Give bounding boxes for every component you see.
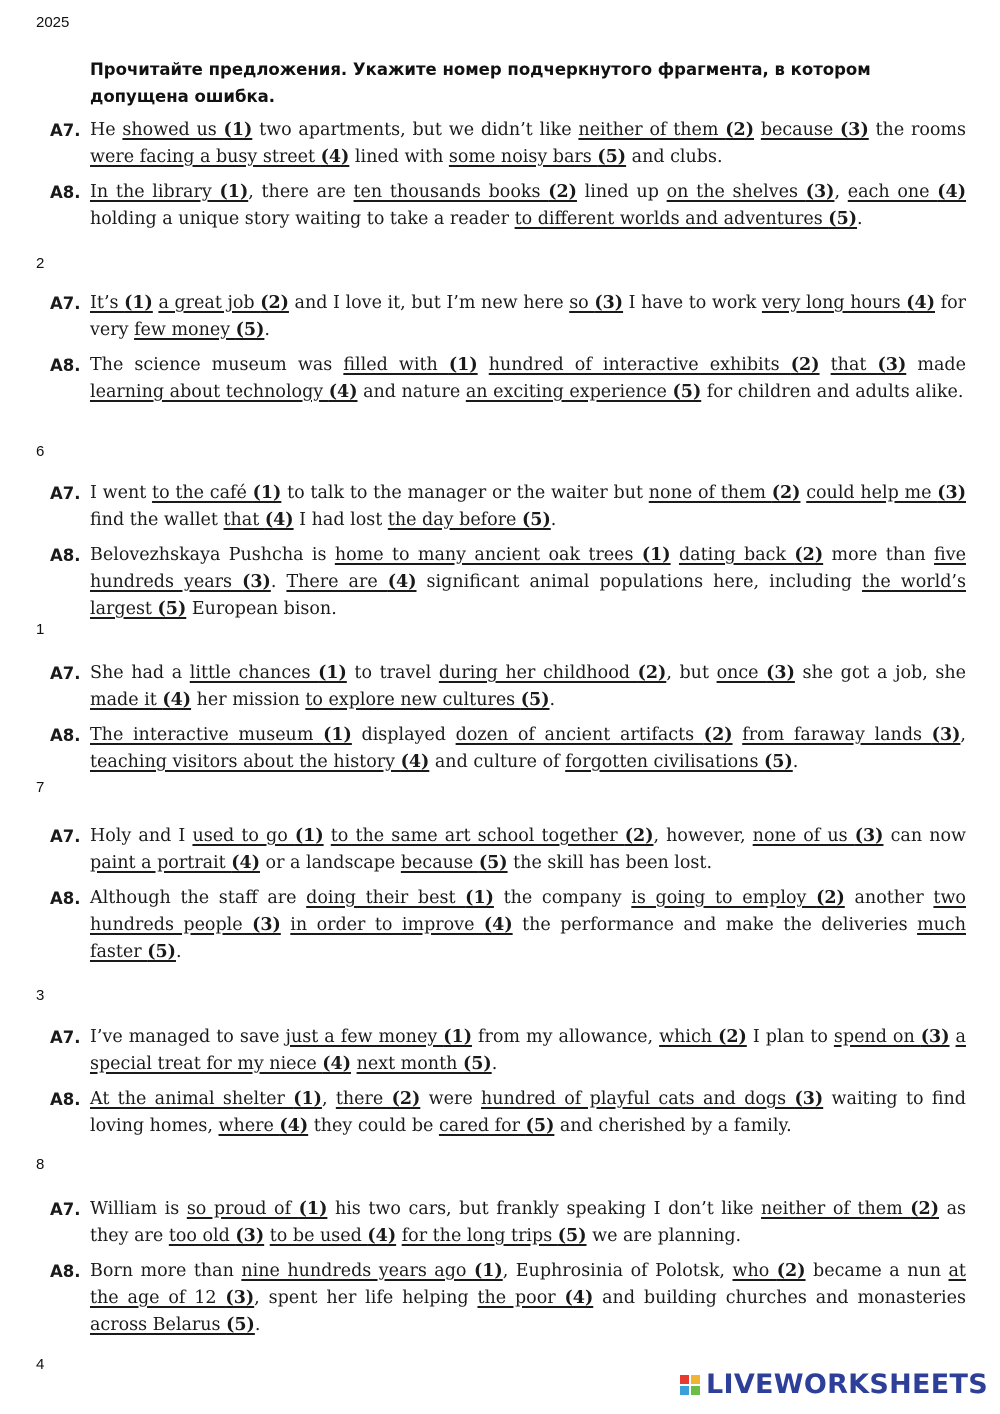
sentence-text: his two cars, but frankly speaking I don’t like: [327, 1199, 762, 1219]
underlined-fragment: dozen of ancient artifacts: [455, 725, 704, 745]
question-sentence: [90, 1258, 966, 1339]
fragment-number: (4): [231, 853, 260, 873]
sentence-text: more than: [823, 545, 935, 565]
fragment-number: (3): [854, 826, 884, 846]
fragment-number: (5): [226, 1315, 255, 1335]
underlined-fragment: who: [732, 1261, 777, 1281]
underlined-fragment: doing their best: [306, 888, 466, 908]
underlined-fragment: used to go: [192, 826, 295, 846]
underlined-fragment: neither of them: [578, 120, 726, 140]
underlined-fragment: The interactive museum: [90, 725, 324, 745]
logo-text: LIVEWORKSHEETS: [705, 1369, 988, 1400]
sentence-text: ,: [321, 1089, 336, 1109]
exercise-block: [50, 290, 966, 414]
question-sentence: [90, 823, 966, 877]
question-sentence: [90, 480, 966, 534]
sentence-text: and nature: [357, 382, 466, 402]
logo-square: [680, 1375, 689, 1384]
underlined-fragment: the day before: [387, 510, 522, 530]
underlined-fragment: were facing a busy street: [90, 147, 321, 167]
fragment-number: (5): [478, 853, 508, 873]
fragment-number: (1): [219, 182, 249, 202]
sentence-text: [754, 120, 761, 140]
question-label: A8.: [50, 726, 81, 745]
fragment-number: (4): [320, 147, 350, 167]
fragment-number: (2): [260, 293, 289, 313]
sentence-text: , there are: [248, 182, 354, 202]
fragment-number: (4): [483, 915, 513, 935]
question-a7: [50, 1024, 966, 1078]
underlined-fragment: which: [659, 1027, 719, 1047]
question-a7: [50, 1196, 966, 1250]
sentence-text: [820, 355, 831, 375]
sentence-text: ,: [960, 725, 966, 745]
underlined-fragment: so proud of: [186, 1199, 299, 1219]
underlined-fragment: some noisy bars: [448, 147, 598, 167]
fragment-number: (4): [328, 382, 358, 402]
fragment-number: (2): [703, 725, 733, 745]
question-sentence: [90, 542, 966, 623]
underlined-fragment: dating back: [678, 545, 795, 565]
fragment-number: (5): [235, 320, 265, 340]
underlined-fragment: very long hours: [761, 293, 907, 313]
fragment-number: (1): [443, 1027, 472, 1047]
block-number: 7: [36, 779, 45, 796]
underlined-fragment: spend on: [833, 1027, 921, 1047]
underlined-fragment: There are: [286, 572, 388, 592]
question-a7: [50, 480, 966, 534]
sentence-text: she got a job, she: [794, 663, 967, 683]
question-sentence: [90, 290, 966, 344]
question-a8: [50, 722, 966, 776]
fragment-number: (5): [147, 942, 176, 962]
fragment-number: (5): [157, 599, 187, 619]
underlined-fragment: neither of them: [761, 1199, 911, 1219]
fragment-number: (2): [718, 1027, 747, 1047]
fragment-number: (1): [223, 120, 253, 140]
sentence-text: two apartments, but we didn’t like: [252, 120, 579, 140]
underlined-fragment: ten thousands books: [353, 182, 549, 202]
underlined-fragment: none of them: [648, 483, 772, 503]
logo-square: [680, 1386, 689, 1395]
sentence-text: from my allowance,: [471, 1027, 660, 1047]
underlined-fragment: much faster: [90, 915, 966, 962]
question-a7: [50, 660, 966, 714]
question-sentence: [90, 1024, 966, 1078]
underlined-fragment: filled with: [343, 355, 449, 375]
sentence-text: I had lost: [293, 510, 388, 530]
fragment-number: (1): [298, 1199, 328, 1219]
fragment-number: (4): [322, 1054, 351, 1074]
exercise-block: [50, 480, 966, 631]
fragment-number: (4): [162, 690, 192, 710]
sentence-text: .: [175, 942, 182, 962]
fragment-number: (4): [279, 1116, 309, 1136]
fragment-number: (4): [387, 572, 417, 592]
sentence-text: became a nun: [805, 1261, 949, 1281]
sentence-text: and building churches and monasteries: [593, 1288, 966, 1308]
sentence-text: Holy and I: [90, 826, 193, 846]
exercise-block: [50, 660, 966, 784]
sentence-text: made: [906, 355, 966, 375]
underlined-fragment: to different worlds and adventures: [514, 209, 829, 229]
question-label: A7.: [50, 1200, 81, 1219]
sentence-text: and I love it, but I’m new here: [288, 293, 570, 313]
fragment-number: (2): [771, 483, 801, 503]
underlined-fragment: the poor: [477, 1288, 565, 1308]
question-label: A7.: [50, 484, 81, 503]
fragment-number: (2): [794, 545, 824, 565]
block-number: 2: [36, 255, 45, 272]
question-label: A7.: [50, 1028, 81, 1047]
underlined-fragment: the world’s largest: [90, 572, 966, 619]
underlined-fragment: that: [830, 355, 878, 375]
question-label: A8.: [50, 183, 81, 202]
underlined-fragment: nine hundreds years ago: [241, 1261, 474, 1281]
block-number: 8: [36, 1156, 45, 1173]
underlined-fragment: At the animal shelter: [90, 1089, 294, 1109]
underlined-fragment: just a few money: [285, 1027, 444, 1047]
question-label: A7.: [50, 827, 81, 846]
sentence-text: , however,: [653, 826, 753, 846]
question-a8: [50, 179, 966, 233]
sentence-text: as they are: [90, 1199, 966, 1246]
liveworksheets-logo[interactable]: [680, 1369, 988, 1400]
question-label: A8.: [50, 356, 81, 375]
question-sentence: [90, 1086, 966, 1140]
underlined-fragment: once: [716, 663, 767, 683]
question-a8: [50, 542, 966, 623]
question-a8: [50, 1086, 966, 1140]
question-a8: [50, 885, 966, 966]
underlined-fragment: for the long trips: [401, 1226, 558, 1246]
underlined-fragment: to be used: [269, 1226, 368, 1246]
exercise-block: [50, 1196, 966, 1347]
fragment-number: (3): [877, 355, 907, 375]
sentence-text: .: [549, 690, 556, 710]
sentence-text: can now: [883, 826, 966, 846]
question-a7: [50, 117, 966, 171]
page-year: 2025: [36, 14, 70, 31]
underlined-fragment: where: [218, 1116, 280, 1136]
fragment-number: (2): [790, 355, 820, 375]
sentence-text: and cherished by a family.: [554, 1116, 792, 1136]
sentence-text: to talk to the manager or the waiter but: [281, 483, 649, 503]
sentence-text: to travel: [346, 663, 439, 683]
underlined-fragment: made it: [90, 690, 163, 710]
sentence-text: .: [792, 752, 799, 772]
sentence-text: [281, 915, 290, 935]
sentence-text: William is: [90, 1199, 187, 1219]
question-sentence: [90, 179, 966, 233]
fragment-number: (3): [235, 1226, 265, 1246]
sentence-text: He: [90, 120, 123, 140]
underlined-fragment: each one: [847, 182, 938, 202]
sentence-text: She had a: [90, 663, 190, 683]
underlined-fragment: forgotten civilisations: [565, 752, 765, 772]
fragment-number: (3): [805, 182, 835, 202]
underlined-fragment: to the café: [152, 483, 253, 503]
underlined-fragment: learning about technology: [90, 382, 329, 402]
sentence-text: Belovezhskaya Pushcha is: [90, 545, 335, 565]
underlined-fragment: is going to employ: [631, 888, 817, 908]
underlined-fragment: during her childhood: [438, 663, 638, 683]
fragment-number: (4): [264, 510, 294, 530]
fragment-number: (5): [462, 1054, 492, 1074]
sentence-text: significant animal populations here, including: [416, 572, 863, 592]
fragment-number: (5): [520, 690, 550, 710]
sentence-text: .: [857, 209, 863, 229]
sentence-text: Although the staff are: [90, 888, 307, 908]
sentence-text: , Euphrosinia of Polotsk,: [502, 1261, 733, 1281]
underlined-fragment: hundred of interactive exhibits: [488, 355, 791, 375]
fragment-number: (5): [672, 382, 702, 402]
sentence-text: .: [491, 1054, 498, 1074]
underlined-fragment: home to many ancient oak trees: [334, 545, 642, 565]
fragment-number: (4): [400, 752, 430, 772]
exercise-block: [50, 823, 966, 974]
logo-square: [691, 1375, 700, 1384]
underlined-fragment: because: [400, 853, 479, 873]
underlined-fragment: could help me: [806, 483, 938, 503]
fragment-number: (3): [766, 663, 795, 683]
fragment-number: (2): [637, 663, 667, 683]
sentence-text: [733, 725, 743, 745]
sentence-text: holding a unique story waiting to take a reader: [90, 209, 515, 229]
fragment-number: (3): [920, 1027, 950, 1047]
sentence-text: [324, 826, 331, 846]
fragment-number: (5): [597, 147, 627, 167]
question-label: A8.: [50, 1090, 81, 1109]
underlined-fragment: so: [569, 293, 595, 313]
sentence-text: I’ve managed to save: [90, 1027, 286, 1047]
fragment-number: (2): [548, 182, 577, 202]
question-label: A8.: [50, 546, 81, 565]
fragment-number: (1): [465, 888, 494, 908]
question-sentence: [90, 352, 966, 406]
fragment-number: (5): [557, 1226, 587, 1246]
sentence-text: I plan to: [746, 1027, 834, 1047]
fragment-number: (3): [225, 1288, 255, 1308]
sentence-text: I have to work: [623, 293, 762, 313]
sentence-text: The science museum was: [90, 355, 344, 375]
underlined-fragment: hundred of playful cats and dogs: [481, 1089, 795, 1109]
sentence-text: the company: [493, 888, 632, 908]
fragment-number: (2): [816, 888, 845, 908]
underlined-fragment: on the shelves: [666, 182, 806, 202]
question-sentence: [90, 722, 966, 776]
exercise-block: [50, 1024, 966, 1148]
fragment-number: (5): [525, 1116, 555, 1136]
sentence-text: .: [254, 1315, 261, 1335]
sentence-text: , spent her life helping: [254, 1288, 478, 1308]
sentence-text: and culture of: [429, 752, 566, 772]
sentence-text: , but: [666, 663, 717, 683]
underlined-fragment: next month: [356, 1054, 463, 1074]
fragment-number: (1): [252, 483, 282, 503]
sentence-text: were: [420, 1089, 482, 1109]
underlined-fragment: across Belarus: [90, 1315, 227, 1335]
sentence-text: [478, 355, 489, 375]
sentence-text: or a landscape: [259, 853, 401, 873]
question-a8: [50, 352, 966, 406]
sentence-text: ,: [834, 182, 848, 202]
block-number: 3: [36, 987, 45, 1004]
question-a7: [50, 290, 966, 344]
question-sentence: [90, 885, 966, 966]
fragment-number: (1): [293, 1089, 322, 1109]
sentence-text: .: [550, 510, 557, 530]
fragment-number: (5): [764, 752, 793, 772]
sentence-text: lined up: [576, 182, 667, 202]
fragment-number: (2): [725, 120, 755, 140]
underlined-fragment: from faraway lands: [742, 725, 932, 745]
sentence-text: they could be: [308, 1116, 439, 1136]
question-a7: [50, 823, 966, 877]
sentence-text: find the wallet: [90, 510, 224, 530]
sentence-text: the performance and make the deliveries: [512, 915, 918, 935]
sentence-text: displayed: [351, 725, 456, 745]
sentence-text: we are planning.: [586, 1226, 742, 1246]
underlined-fragment: five hundreds years: [90, 545, 966, 592]
underlined-fragment: It’s: [90, 293, 125, 313]
fragment-number: (3): [794, 1089, 824, 1109]
fragment-number: (3): [931, 725, 961, 745]
sentence-text: for very: [90, 293, 966, 340]
fragment-number: (2): [624, 826, 654, 846]
question-sentence: [90, 660, 966, 714]
fragment-number: (3): [937, 483, 966, 503]
fragment-number: (1): [323, 725, 352, 745]
fragment-number: (3): [594, 293, 624, 313]
underlined-fragment: showed us: [122, 120, 224, 140]
fragment-number: (4): [937, 182, 966, 202]
underlined-fragment: a special treat for my niece: [90, 1027, 966, 1074]
question-label: A8.: [50, 1262, 81, 1281]
fragment-number: (1): [448, 355, 478, 375]
sentence-text: lined with: [349, 147, 449, 167]
exercise-block: [50, 117, 966, 241]
fragment-number: (3): [242, 572, 271, 592]
underlined-fragment: because: [760, 120, 840, 140]
underlined-fragment: to the same art school together: [330, 826, 625, 846]
underlined-fragment: there: [335, 1089, 392, 1109]
underlined-fragment: teaching visitors about the history: [90, 752, 401, 772]
underlined-fragment: cared for: [438, 1116, 526, 1136]
underlined-fragment: too old: [168, 1226, 236, 1246]
sentence-text: .: [264, 320, 270, 340]
question-label: A7.: [50, 121, 81, 140]
underlined-fragment: In the library: [90, 182, 220, 202]
sentence-text: European bison.: [186, 599, 337, 619]
question-sentence: [90, 117, 966, 171]
fragment-number: (2): [910, 1199, 939, 1219]
fragment-number: (4): [367, 1226, 397, 1246]
question-a8: [50, 1258, 966, 1339]
block-number: 4: [36, 1356, 45, 1373]
fragment-number: (4): [906, 293, 935, 313]
sentence-text: Born more than: [90, 1261, 242, 1281]
logo-squares-icon: [680, 1375, 700, 1395]
fragment-number: (1): [294, 826, 324, 846]
fragment-number: (3): [840, 120, 869, 140]
underlined-fragment: few money: [134, 320, 236, 340]
sentence-text: I went: [90, 483, 153, 503]
fragment-number: (1): [318, 663, 347, 683]
fragment-number: (5): [521, 510, 551, 530]
sentence-text: [671, 545, 679, 565]
sentence-text: her mission: [191, 690, 306, 710]
fragment-number: (2): [391, 1089, 421, 1109]
instruction-text: Прочитайте предложения. Укажите номер подчеркнутого фрагмента, в котором допущена ошибка.: [90, 60, 871, 106]
sentence-text: waiting to find loving homes,: [90, 1089, 966, 1136]
fragment-number: (1): [641, 545, 671, 565]
fragment-number: (4): [564, 1288, 594, 1308]
question-sentence: [90, 1196, 966, 1250]
sentence-text: another: [844, 888, 934, 908]
fragment-number: (3): [252, 915, 281, 935]
fragment-number: (1): [124, 293, 153, 313]
block-number: 6: [36, 443, 45, 460]
underlined-fragment: in order to improve: [290, 915, 484, 935]
question-label: A7.: [50, 664, 81, 683]
underlined-fragment: that: [223, 510, 265, 530]
underlined-fragment: none of us: [752, 826, 855, 846]
block-number: 1: [36, 621, 45, 638]
question-label: A7.: [50, 294, 81, 313]
sentence-text: and clubs.: [626, 147, 723, 167]
sentence-text: for children and adults alike.: [701, 382, 964, 402]
fragment-number: (1): [473, 1261, 503, 1281]
sentence-text: the skill has been lost.: [507, 853, 713, 873]
fragment-number: (5): [828, 209, 858, 229]
logo-square: [691, 1386, 700, 1395]
sentence-text: the rooms: [868, 120, 966, 140]
underlined-fragment: a great job: [158, 293, 261, 313]
question-label: A8.: [50, 889, 81, 908]
sentence-text: .: [270, 572, 287, 592]
fragment-number: (2): [776, 1261, 806, 1281]
underlined-fragment: at the age of 12: [90, 1261, 966, 1308]
underlined-fragment: an exciting experience: [465, 382, 673, 402]
underlined-fragment: two hundreds people: [90, 888, 966, 935]
underlined-fragment: to explore new cultures: [305, 690, 521, 710]
underlined-fragment: little chances: [189, 663, 319, 683]
underlined-fragment: paint a portrait: [90, 853, 232, 873]
